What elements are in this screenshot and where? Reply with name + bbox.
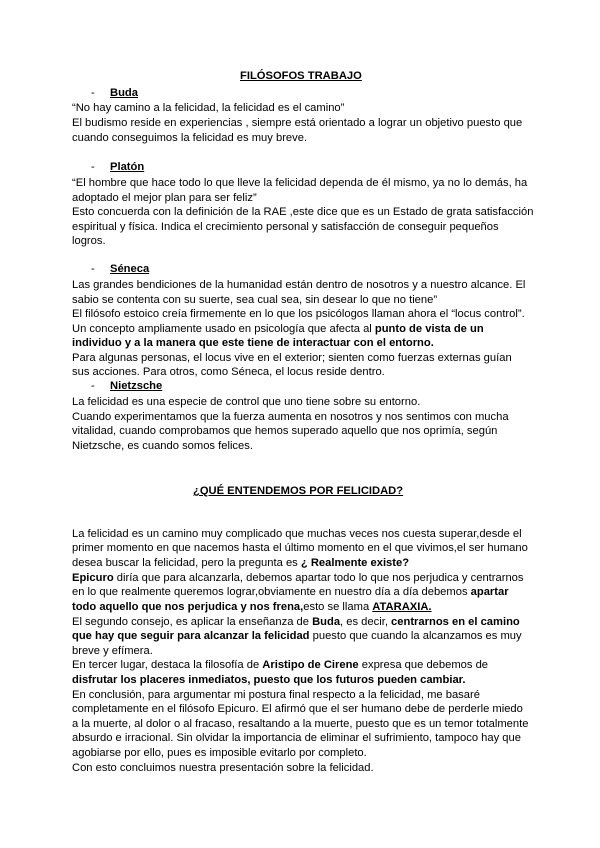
text-line: breve y efímera. xyxy=(72,645,153,657)
text-line: “El hombre que hace todo lo que lleve la felicidad dependa de él mismo, ya no lo demás, ha xyxy=(72,177,528,189)
text-line: Esto concuerda con la definición de la RAE ,este dice que es un Estado de grata satisfacción xyxy=(72,206,534,218)
text-span: expresa que debemos de xyxy=(358,659,489,671)
text-line: vitalidad, cuando comprobamos que hemos superado aquello que nos oprimía, según xyxy=(72,425,498,437)
bullet-dash: - xyxy=(91,161,95,173)
text-line: absurdo e irracional. Sin olvidar la importancia de eliminar el sufrimiento, tampoco hay que xyxy=(72,732,521,744)
text-line: espiritual y física. Indica el crecimiento personal y satisfacción de conseguir pequeños xyxy=(72,221,499,233)
bullet-dash: - xyxy=(91,87,95,99)
bold-text: Epicuro xyxy=(72,572,114,584)
heading-platon: Platón xyxy=(110,161,145,173)
text-line: El budismo reside en experiencias , siempre está orientado a lograr un objetivo puesto que xyxy=(72,117,523,129)
text-line: En conclusión, para argumentar mi postura final respecto a la felicidad, me basaré xyxy=(72,689,480,701)
text-line xyxy=(72,556,409,570)
bold-text: Aristipo de Cirene xyxy=(262,659,359,671)
text-line: adoptado el mejor plan para ser feliz” xyxy=(72,192,257,204)
text-line: Nietzsche, es cuando somos felices. xyxy=(72,440,253,452)
heading-seneca: Séneca xyxy=(110,263,150,275)
bullet-dash: - xyxy=(91,380,95,392)
text-span: Un concepto ampliamente usado en psicología que afecta al xyxy=(72,323,375,335)
text-line: sabio se contenta con su suerte, sea cual sea, sin desear lo que no tiene” xyxy=(72,294,438,306)
text-line: La felicidad es una especie de control que uno tiene sobre su entorno. xyxy=(72,396,421,408)
text-line: cuando conseguimos la felicidad es muy breve. xyxy=(72,132,308,144)
bold-text: ¿ Realmente existe? xyxy=(300,557,410,569)
bold-text: punto de vista de un xyxy=(374,323,484,335)
bold-text: centrarnos en el camino xyxy=(391,616,520,628)
text-line: El filósofo estoico creía firmemente en lo que los psicólogos llaman ahora el “locus control”. xyxy=(72,308,525,320)
text-line xyxy=(72,629,522,643)
text-line: Las grandes bendiciones de la humanidad están dentro de nosotros y a nuestro alcance. El xyxy=(72,279,526,291)
heading-nietzsche: Nietzsche xyxy=(110,380,163,392)
bold-text: individuo y a la manera que este tiene de interactuar con el entorno. xyxy=(72,337,434,349)
text-line xyxy=(72,336,434,350)
bold-text: que hay que seguir para alcanzar la felicidad xyxy=(72,630,310,642)
bullet-dash: - xyxy=(91,263,95,275)
text-line xyxy=(72,322,484,336)
text-line xyxy=(72,673,466,687)
text-span: El segundo consejo, es aplicar la enseñanza de xyxy=(72,616,313,628)
bold-text: disfrutar los placeres inmediatos, puesto que los futuros pueden cambiar. xyxy=(72,674,466,686)
text-line: a la muerte, al dolor o al fracaso, resaltando a la muerte, puesto que es un temor totalmente xyxy=(72,718,529,730)
bold-text: todo aquello que nos perjudica y nos frena, xyxy=(72,601,304,613)
text-span: En tercer lugar, destaca la filosofía de xyxy=(72,659,263,671)
heading-buda: Buda xyxy=(110,87,138,99)
text-line xyxy=(72,615,520,629)
text-span: desea buscar la felicidad, pero la pregunta es xyxy=(72,557,301,569)
text-span: , es decir, xyxy=(340,616,392,628)
text-line: completamente en el filósofo Epicuro. El afirmó que el ser humano debe de perderle miedo xyxy=(72,703,523,715)
text-line: primer momento en que nacemos hasta el último momento en el que vivimos,el ser humano xyxy=(72,542,528,554)
text-line: Para algunas personas, el locus vive en el exterior; sienten como fuerzas externas guían xyxy=(72,352,512,364)
text-line: logros. xyxy=(72,235,106,247)
text-line: La felicidad es un camino muy complicado que muchas veces nos cuesta superar,desde el xyxy=(72,528,522,540)
text-line: “No hay camino a la felicidad, la felicidad es el camino” xyxy=(72,102,345,114)
text-line xyxy=(72,571,524,585)
text-line xyxy=(72,585,509,599)
section-title: ¿QUÉ ENTENDEMOS POR FELICIDAD? xyxy=(193,485,404,497)
text-line: Con esto concluimos nuestra presentación sobre la felicidad. xyxy=(72,762,374,774)
text-line xyxy=(72,600,432,614)
text-span: esto se llama xyxy=(303,601,373,613)
text-line: Cuando experimentamos que la fuerza aumenta en nosotros y nos sentimos con mucha xyxy=(72,411,509,423)
bold-text: Buda xyxy=(312,616,341,628)
ataraxia-term: ATARAXIA. xyxy=(372,601,432,613)
text-line xyxy=(72,658,488,672)
text-span: puesto que cuando la alcanzamos es muy xyxy=(309,630,522,642)
bold-text: apartar xyxy=(470,586,509,598)
text-line: sus acciones. Para otros, como Séneca, el locus reside dentro. xyxy=(72,366,385,378)
document-title: FILÓSOFOS TRABAJO xyxy=(240,70,362,82)
text-line: agobiarse por ello, pues es imposible evitarlo por completo. xyxy=(72,747,367,759)
text-span: diría que para alcanzarla, debemos apartar todo lo que nos perjudica y centrarnos xyxy=(113,572,524,584)
text-span: en lo que realmente queremos lograr,obviamente en nuestro día a día debemos xyxy=(72,586,471,598)
